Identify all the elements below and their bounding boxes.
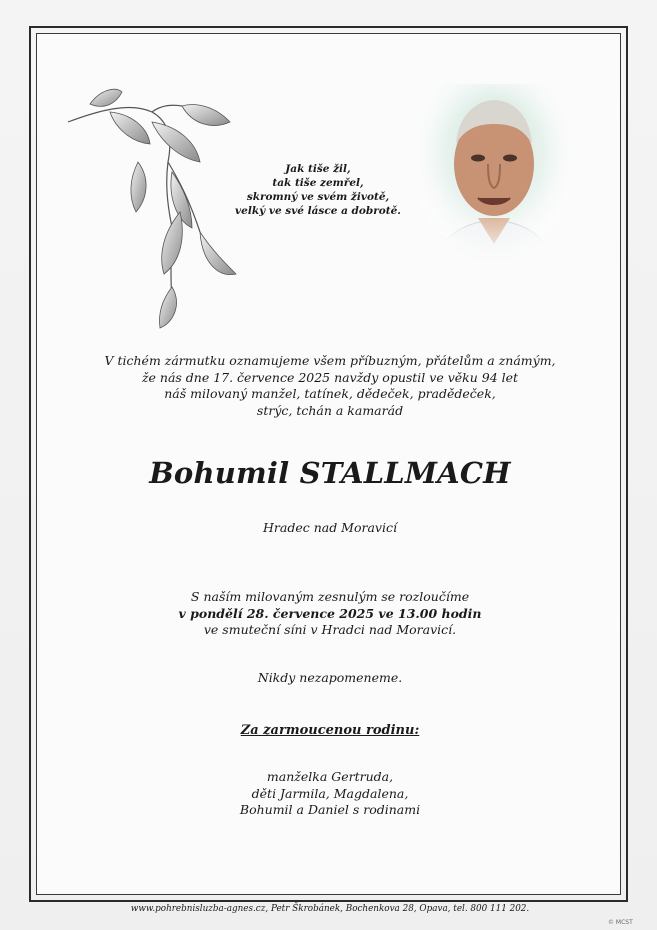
- memorial-poem: [218, 162, 418, 218]
- portrait-photo: [420, 84, 568, 264]
- family-list: [60, 769, 600, 819]
- poem-line: skromný ve svém životě,: [246, 191, 390, 203]
- farewell-line: S naším milovaným zesnulým se rozloučíme: [190, 589, 470, 604]
- funeral-location: ve smuteční síni v Hradci nad Moravicí.: [203, 622, 457, 637]
- funeral-service-footer: www.pohrebnisluzba-agnes.cz, Petr Škrobánek, Bochenkova 28, Opava, tel. 800 111 202.: [130, 904, 530, 914]
- funeral-details: [60, 589, 600, 639]
- family-line: manželka Gertruda,: [266, 769, 394, 784]
- announcement-line: náš milovaný manžel, tatínek, dědeček, pradědeček,: [164, 386, 496, 401]
- closing-phrase: Nikdy nezapomeneme.: [257, 670, 403, 685]
- family-line: děti Jarmila, Magdalena,: [251, 785, 409, 801]
- announcement-line: V tichém zármutku oznamujeme všem příbuzným, přátelům a známým,: [104, 353, 556, 368]
- deceased-town: Hradec nad Moravicí: [263, 520, 397, 535]
- deceased-name: Bohumil STALLMACH: [149, 456, 511, 490]
- family-heading: Za zarmoucenou rodinu:: [240, 723, 420, 738]
- funeral-date-time: v pondělí 28. července 2025 ve 13.00 hodin: [178, 605, 482, 621]
- family-line: Bohumil a Daniel s rodinami: [239, 802, 421, 817]
- announcement-line: strýc, tchán a kamarád: [256, 402, 404, 418]
- poem-line: tak tiše zemřel,: [272, 177, 364, 189]
- poem-line: Jak tiše žil,: [285, 163, 351, 175]
- announcement-text: [60, 353, 600, 419]
- announcement-line: že nás dne 17. července 2025 navždy opustil ve věku 94 let: [141, 369, 519, 385]
- poem-line: velký ve své lásce a dobrotě.: [235, 205, 401, 217]
- copyright-mark: © MCST: [608, 919, 633, 926]
